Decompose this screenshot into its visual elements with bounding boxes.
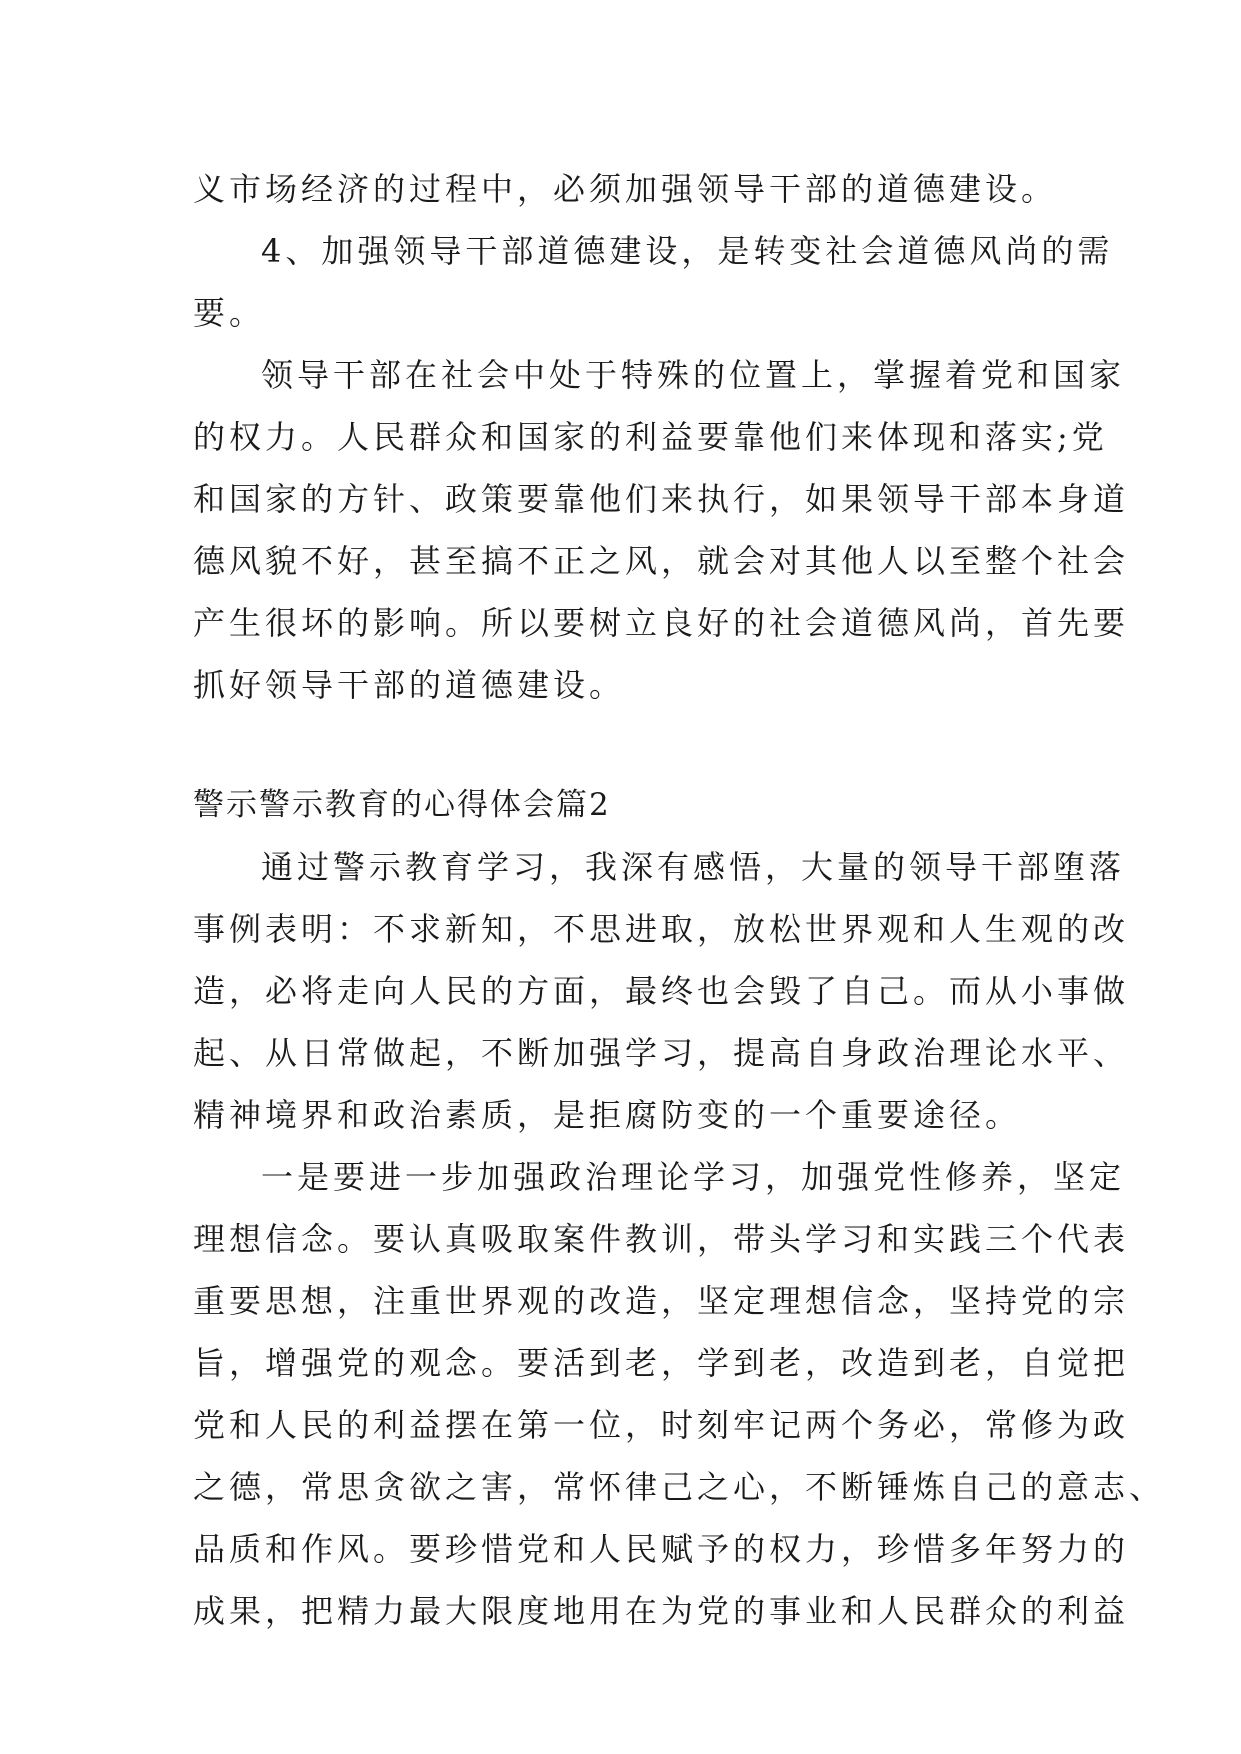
paragraph-line: 4、加强领导干部道德建设，是转变社会道德风尚的需 — [261, 232, 1114, 270]
paragraph-line: 的权力。人民群众和国家的利益要靠他们来体现和落实;党 — [193, 418, 1108, 456]
paragraph-line: 品质和作风。要珍惜党和人民赋予的权力，珍惜多年努力的 — [193, 1530, 1130, 1568]
paragraph-line: 党和人民的利益摆在第一位，时刻牢记两个务必，常修为政 — [193, 1406, 1130, 1444]
paragraph-line: 领导干部在社会中处于特殊的位置上，掌握着党和国家 — [261, 356, 1126, 394]
paragraph-line: 和国家的方针、政策要靠他们来执行，如果领导干部本身道 — [193, 480, 1130, 518]
paragraph-line: 起、从日常做起，不断加强学习，提高自身政治理论水平、 — [193, 1034, 1130, 1072]
section-spacer — [193, 716, 1053, 774]
paragraph-line: 造，必将走向人民的方面，最终也会毁了自己。而从小事做 — [193, 972, 1130, 1010]
paragraph-line: 精神境界和政治素质，是拒腐防变的一个重要途径。 — [193, 1096, 1022, 1134]
paragraph-line: 要。 — [193, 294, 266, 332]
paragraph-line: 成果，把精力最大限度地用在为党的事业和人民群众的利益 — [193, 1592, 1130, 1630]
paragraph-line: 德风貌不好，甚至搞不正之风，就会对其他人以至整个社会 — [193, 542, 1130, 580]
section-heading: 警示警示教育的心得体会篇2 — [193, 787, 611, 823]
paragraph-line: 理想信念。要认真吸取案件教训，带头学习和实践三个代表 — [193, 1220, 1130, 1258]
document-body — [193, 158, 1166, 1642]
paragraph-line: 抓好领导干部的道德建设。 — [193, 666, 626, 704]
paragraph-line: 重要思想，注重世界观的改造，坚定理想信念，坚持党的宗 — [193, 1282, 1130, 1320]
paragraph-line: 之德，常思贪欲之害，常怀律己之心，不断锤炼自己的意志、 — [193, 1468, 1166, 1506]
paragraph-line: 义市场经济的过程中，必须加强领导干部的道德建设。 — [193, 170, 1058, 208]
paragraph-line: 通过警示教育学习，我深有感悟，大量的领导干部堕落 — [261, 848, 1126, 886]
paragraph-line: 旨，增强党的观念。要活到老，学到老，改造到老，自觉把 — [193, 1344, 1130, 1382]
paragraph-line: 产生很坏的影响。所以要树立良好的社会道德风尚，首先要 — [193, 604, 1130, 642]
paragraph-line: 一是要进一步加强政治理论学习，加强党性修养，坚定 — [261, 1158, 1126, 1196]
paragraph-line: 事例表明：不求新知，不思进取，放松世界观和人生观的改 — [193, 910, 1130, 948]
